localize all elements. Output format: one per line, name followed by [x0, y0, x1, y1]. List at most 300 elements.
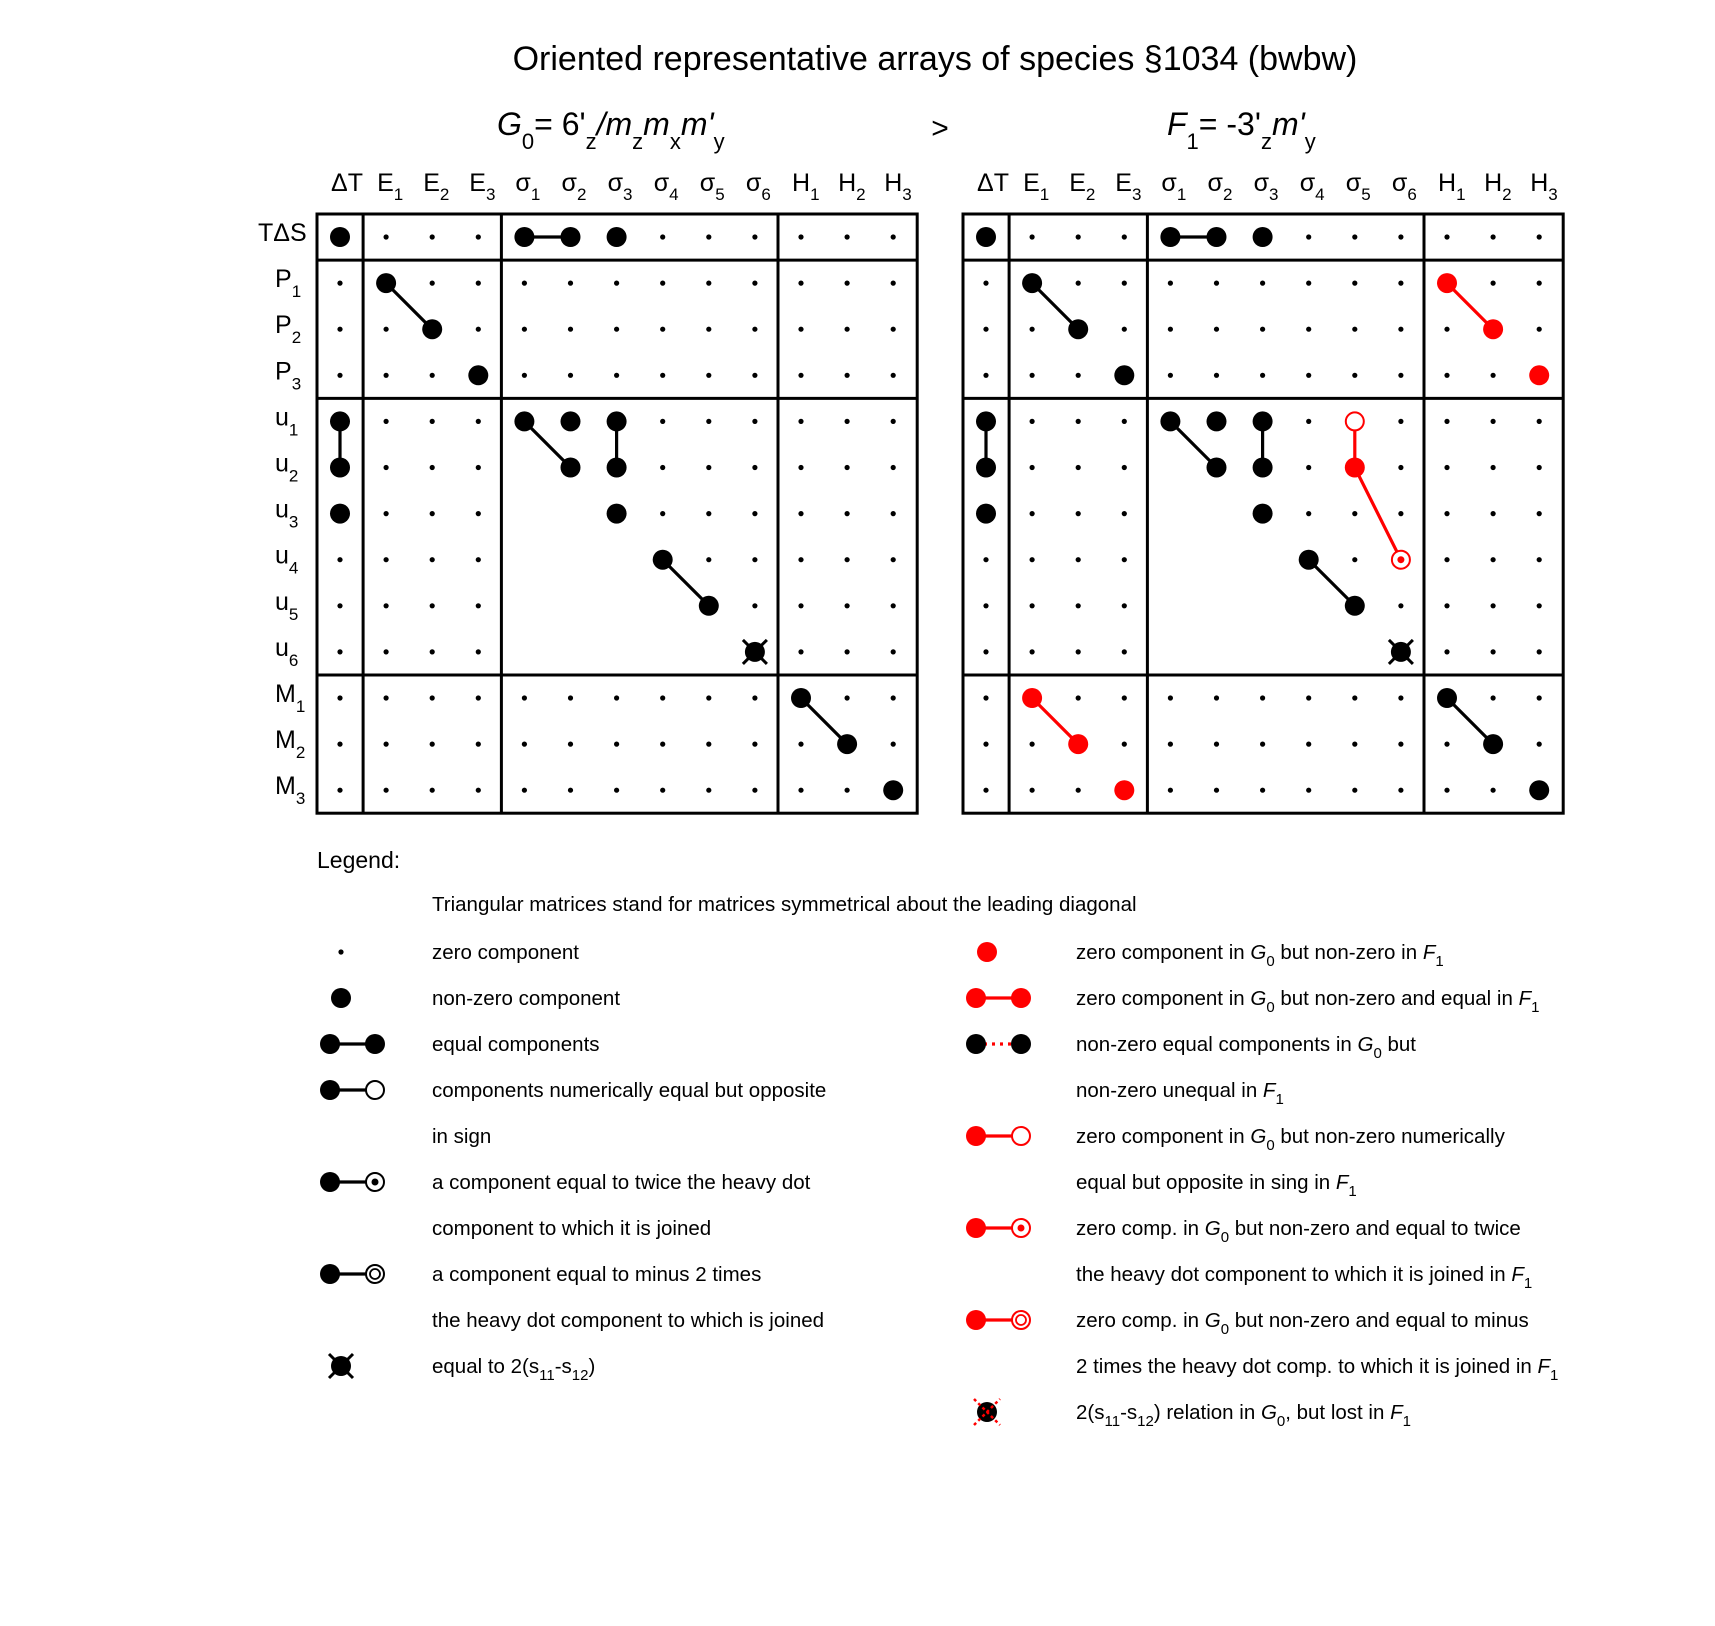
- column-header-subscript: 2: [576, 185, 587, 204]
- column-header-symbol: σ: [607, 169, 624, 197]
- zero-component-dot: [568, 788, 573, 793]
- legend-text-part: G: [1250, 941, 1267, 964]
- row-label-subscript: 1: [291, 282, 302, 302]
- column-header-symbol: σ: [1299, 169, 1316, 197]
- legend-text-part: components numerically equal but opposite: [432, 1079, 827, 1102]
- new-non-zero-component-dot: [1022, 688, 1042, 708]
- non-zero-component-dot: [1529, 780, 1549, 800]
- legend-text-part: in sign: [432, 1125, 492, 1148]
- zero-component-dot: [430, 603, 435, 608]
- legend-heavy-dot: [966, 1034, 986, 1054]
- column-header: [1069, 169, 1095, 204]
- zero-component-dot: [476, 603, 481, 608]
- zero-component-dot: [1306, 742, 1311, 747]
- zero-component-dot: [752, 603, 757, 608]
- column-header-symbol: E: [469, 169, 486, 197]
- zero-component-dot: [614, 281, 619, 286]
- legend-text-part: F: [1335, 1171, 1349, 1194]
- column-header: [1208, 169, 1233, 204]
- zero-component-dot: [430, 281, 435, 286]
- legend-text-part: F: [1422, 941, 1436, 964]
- row-label-subscript: 6: [288, 650, 299, 670]
- column-header-symbol: σ: [699, 169, 716, 197]
- zero-component-dot: [1444, 234, 1449, 239]
- column-header: [838, 169, 866, 204]
- non-zero-component-dot: [1207, 227, 1227, 247]
- non-zero-component-dot: [514, 411, 534, 431]
- formula-subscript: y: [1304, 129, 1316, 154]
- zero-component-dot: [1352, 742, 1357, 747]
- zero-component-dot: [983, 649, 988, 654]
- zero-component-dot: [476, 327, 481, 332]
- zero-component-dot: [1030, 788, 1035, 793]
- zero-component-dot: [891, 327, 896, 332]
- column-header-subscript: 1: [1039, 185, 1050, 204]
- zero-component-dot: [1168, 281, 1173, 286]
- zero-component-dot: [568, 695, 573, 700]
- row-label-symbol: u: [275, 587, 289, 616]
- non-zero-component-dot: [653, 550, 673, 570]
- legend-text-part: G: [1250, 987, 1267, 1010]
- formula-part: = -3': [1198, 106, 1261, 142]
- zero-component-dot: [752, 465, 757, 470]
- zero-component-dot: [337, 788, 342, 793]
- column-header: [1161, 169, 1186, 204]
- zero-component-dot: [1398, 419, 1403, 424]
- zero-component-dot: [706, 281, 711, 286]
- legend-heavy-dot: [320, 1264, 340, 1284]
- legend-text-part: the heavy dot component to which is joined: [432, 1309, 825, 1332]
- zero-component-dot: [337, 603, 342, 608]
- legend-text-part: G: [1357, 1033, 1374, 1056]
- group-title-g0: [497, 106, 725, 154]
- zero-component-dot: [476, 465, 481, 470]
- column-header: [1023, 169, 1049, 204]
- zero-component-dot: [706, 327, 711, 332]
- matrix-g0: [258, 169, 917, 813]
- zero-component-dot: [384, 373, 389, 378]
- zero-component-dot: [891, 557, 896, 562]
- zero-component-dot: [660, 465, 665, 470]
- zero-component-dot: [845, 465, 850, 470]
- legend-heavy-dot: [966, 1126, 986, 1146]
- legend-text-part: non-zero equal components in: [1076, 1033, 1358, 1056]
- zero-component-dot: [384, 695, 389, 700]
- legend-item-text: [1076, 1217, 1521, 1246]
- zero-component-dot: [1491, 557, 1496, 562]
- zero-component-dot: [337, 327, 342, 332]
- column-header-subscript: 2: [1502, 185, 1512, 204]
- row-label: [275, 634, 298, 670]
- column-header-symbol: σ: [515, 169, 531, 197]
- zero-component-dot: [845, 603, 850, 608]
- zero-component-dot: [1030, 649, 1035, 654]
- formula-subscript: z: [585, 129, 597, 154]
- legend-subscript: 0: [1373, 1045, 1382, 1062]
- row-label-symbol: P: [275, 265, 292, 294]
- legend-text-part: zero component: [432, 941, 580, 964]
- column-header: [884, 169, 912, 204]
- zero-component-dot: [1352, 373, 1357, 378]
- legend-joined-dot: [1011, 988, 1031, 1008]
- zero-component-dot: [1168, 695, 1173, 700]
- formula-part: m': [1271, 106, 1305, 142]
- legend-item-text: [432, 1309, 824, 1332]
- column-header-subscript: 3: [1131, 185, 1142, 204]
- formula-subscript: z: [1260, 129, 1272, 154]
- legend-text-part: 2(s: [1076, 1401, 1105, 1424]
- zero-component-dot: [1260, 742, 1265, 747]
- legend-joined-dot: [1011, 1034, 1031, 1054]
- column-header-symbol: E: [1069, 169, 1086, 197]
- column-header-symbol: E: [377, 169, 394, 197]
- zero-component-dot: [1537, 511, 1542, 516]
- zero-component-dot: [1491, 603, 1496, 608]
- zero-component-dot: [1122, 649, 1127, 654]
- column-header: [1392, 169, 1417, 204]
- zero-component-dot: [798, 511, 803, 516]
- zero-component-dot: [983, 788, 988, 793]
- zero-component-dot: [1076, 511, 1081, 516]
- non-zero-component-dot: [976, 504, 996, 524]
- legend-subscript: 1: [1523, 1275, 1533, 1292]
- non-zero-component-dot: [376, 273, 396, 293]
- legend-item-text: [432, 987, 620, 1010]
- group-symbol-subscript: 0: [521, 129, 535, 154]
- zero-component-dot: [660, 742, 665, 747]
- zero-component-dot: [798, 557, 803, 562]
- zero-component-dot: [845, 234, 850, 239]
- legend-text-part: the heavy dot component to which it is joined in: [1076, 1263, 1512, 1286]
- legend-item-text: [1076, 1171, 1357, 1200]
- legend-subscript: 12: [1137, 1413, 1154, 1430]
- column-header: [654, 169, 679, 204]
- zero-component-dot: [476, 695, 481, 700]
- legend-subscript: 0: [1220, 1321, 1230, 1338]
- formula-subscript: y: [713, 129, 725, 154]
- non-zero-component-dot: [1160, 411, 1180, 431]
- zero-component-dot: [1030, 511, 1035, 516]
- column-header-subscript: 1: [1456, 185, 1466, 204]
- column-header-subscript: 5: [715, 185, 725, 204]
- zero-component-dot: [660, 788, 665, 793]
- column-header-subscript: 1: [530, 185, 541, 204]
- row-label: [275, 357, 301, 393]
- zero-component-dot: [1122, 234, 1127, 239]
- non-zero-component-dot: [1068, 319, 1088, 339]
- column-header: [1300, 169, 1325, 204]
- non-zero-component-dot: [1253, 411, 1273, 431]
- column-header: [515, 169, 540, 204]
- zero-component-dot: [1352, 281, 1357, 286]
- column-header-subscript: 3: [485, 185, 496, 204]
- legend-subscript: 11: [539, 1367, 555, 1384]
- zero-component-dot: [1444, 373, 1449, 378]
- legend-open-dot: [1012, 1311, 1030, 1329]
- zero-component-dot: [752, 327, 757, 332]
- zero-component-dot: [1214, 373, 1219, 378]
- zero-component-dot: [568, 373, 573, 378]
- zero-component-dot: [983, 327, 988, 332]
- zero-component-dot: [752, 511, 757, 516]
- zero-component-dot: [1030, 373, 1035, 378]
- zero-component-dot: [1491, 788, 1496, 793]
- column-header-symbol: H: [838, 169, 857, 197]
- legend-subscript: 0: [1276, 1413, 1286, 1430]
- legend-heavy-dot: [320, 1080, 340, 1100]
- zero-component-dot: [1168, 373, 1173, 378]
- zero-component-dot: [1537, 281, 1542, 286]
- zero-component-dot: [1122, 603, 1127, 608]
- zero-component-dot: [384, 419, 389, 424]
- zero-component-dot: [1537, 465, 1542, 470]
- legend-text-part: component to which it is joined: [432, 1217, 712, 1240]
- zero-component-dot: [1214, 742, 1219, 747]
- column-header-symbol: ΔT: [331, 169, 363, 197]
- zero-component-dot: [1306, 695, 1311, 700]
- zero-component-dot: [845, 327, 850, 332]
- non-zero-component-dot: [1022, 273, 1042, 293]
- zero-component-dot: [706, 419, 711, 424]
- zero-component-dot: [706, 742, 711, 747]
- zero-component-dot: [1306, 281, 1311, 286]
- legend-text-part: but non-zero and equal to minus: [1229, 1309, 1529, 1332]
- legend-text-part: F: [1518, 987, 1532, 1010]
- zero-component-dot: [1352, 327, 1357, 332]
- zero-component-dot: [660, 281, 665, 286]
- column-header-subscript: 1: [393, 185, 404, 204]
- column-header-symbol: σ: [653, 169, 670, 197]
- zero-component-dot: [384, 327, 389, 332]
- non-zero-component-dot: [976, 227, 996, 247]
- column-header: [331, 169, 363, 197]
- legend-item-text: [432, 1171, 811, 1194]
- zero-component-dot: [430, 557, 435, 562]
- zero-component-dot: [660, 327, 665, 332]
- zero-component-dot: [1491, 373, 1496, 378]
- zero-component-dot: [1491, 281, 1496, 286]
- row-label-subscript: 3: [288, 512, 299, 532]
- legend-text-part: zero component in: [1076, 941, 1251, 964]
- non-zero-component-dot: [330, 227, 350, 247]
- zero-component-dot: [1122, 511, 1127, 516]
- non-zero-component-dot: [330, 504, 350, 524]
- zero-component-dot: [1352, 788, 1357, 793]
- zero-component-dot: [384, 234, 389, 239]
- legend-text-part: ) relation in: [1153, 1401, 1261, 1424]
- group-symbol: F: [1167, 106, 1187, 142]
- non-zero-component-dot: [468, 365, 488, 385]
- zero-component-dot: [384, 742, 389, 747]
- zero-component-dot: [752, 695, 757, 700]
- zero-component-dot: [1214, 281, 1219, 286]
- legend-item-text: [1076, 941, 1444, 970]
- zero-component-dot: [1122, 465, 1127, 470]
- non-zero-component-dot: [561, 227, 581, 247]
- zero-component-dot: [1214, 327, 1219, 332]
- zero-component-dot: [522, 788, 527, 793]
- zero-component-dot: [1030, 327, 1035, 332]
- legend-joined-dot: [365, 1034, 385, 1054]
- non-zero-component-dot: [1207, 458, 1227, 478]
- zero-component-dot: [891, 419, 896, 424]
- column-header: [977, 169, 1009, 197]
- zero-component-dot: [845, 788, 850, 793]
- zero-component-dot: [1306, 465, 1311, 470]
- legend-item-text: [432, 1125, 491, 1148]
- zero-component-dot: [1491, 695, 1496, 700]
- formula-part: m': [680, 106, 714, 142]
- column-header-symbol: E: [1115, 169, 1132, 197]
- zero-component-dot: [752, 373, 757, 378]
- zero-component-dot: [1352, 234, 1357, 239]
- row-label: [275, 311, 301, 347]
- legend-text-part: a component equal to twice the heavy dot: [432, 1171, 811, 1194]
- zero-component-dot: [891, 234, 896, 239]
- non-zero-component-dot: [561, 458, 581, 478]
- column-header-subscript: 1: [810, 185, 820, 204]
- non-zero-component-dot: [699, 596, 719, 616]
- zero-component-dot: [384, 465, 389, 470]
- row-label: [275, 450, 298, 486]
- column-header-symbol: H: [1438, 169, 1457, 197]
- zero-component-dot: [1491, 465, 1496, 470]
- legend-item-text: [1076, 1355, 1558, 1384]
- column-header: [1346, 169, 1371, 204]
- zero-component-dot: [891, 649, 896, 654]
- legend-small-dot: [338, 949, 343, 954]
- legend-text-part: non-zero component: [432, 987, 621, 1010]
- row-label-subscript: 5: [288, 604, 299, 624]
- non-zero-component-dot: [330, 411, 350, 431]
- zero-component-dot: [430, 742, 435, 747]
- zero-component-dot: [1030, 742, 1035, 747]
- legend-text-part: zero comp. in: [1076, 1217, 1205, 1240]
- column-header-subscript: 3: [902, 185, 912, 204]
- zero-component-dot: [1491, 234, 1496, 239]
- non-zero-component-dot: [883, 780, 903, 800]
- new-non-zero-component-dot: [1529, 365, 1549, 385]
- row-label: [258, 219, 307, 247]
- legend-text-part: F: [1511, 1263, 1524, 1286]
- row-label-symbol: u: [275, 541, 289, 570]
- legend-note: Triangular matrices stand for matrices symmetrical about the leading diagonal: [432, 893, 1137, 916]
- zero-component-dot: [522, 373, 527, 378]
- zero-component-dot: [660, 373, 665, 378]
- non-zero-component-dot: [1437, 688, 1457, 708]
- legend-item-text: [1076, 1401, 1411, 1430]
- legend-item-text: [1076, 1309, 1529, 1338]
- zero-component-dot: [1352, 695, 1357, 700]
- legend-text-part: F: [1390, 1401, 1403, 1424]
- zero-component-dot: [845, 695, 850, 700]
- zero-component-dot: [430, 649, 435, 654]
- zero-component-dot: [1260, 373, 1265, 378]
- zero-component-dot: [798, 419, 803, 424]
- legend-subscript: 0: [1266, 1137, 1275, 1154]
- zero-component-dot: [430, 511, 435, 516]
- zero-component-dot: [891, 373, 896, 378]
- zero-component-dot: [1260, 281, 1265, 286]
- legend-text-part: 2 times the heavy dot comp. to which it is joined in: [1076, 1355, 1538, 1378]
- row-label-symbol: u: [275, 449, 289, 478]
- row-label-symbol: TΔS: [258, 219, 307, 247]
- zero-component-dot: [752, 234, 757, 239]
- zero-component-dot: [1260, 327, 1265, 332]
- zero-component-dot: [1076, 234, 1081, 239]
- row-label-subscript: 3: [291, 374, 302, 394]
- zero-component-dot: [1444, 557, 1449, 562]
- zero-component-dot: [1168, 788, 1173, 793]
- zero-component-dot: [1260, 695, 1265, 700]
- row-label-symbol: P: [275, 311, 292, 340]
- legend-subscript: 11: [1104, 1413, 1121, 1430]
- row-label-symbol: u: [275, 633, 289, 662]
- legend-text-part: but non-zero in: [1274, 941, 1423, 964]
- zero-component-dot: [522, 742, 527, 747]
- legend-item-text: [1076, 1033, 1416, 1062]
- zero-component-dot: [798, 742, 803, 747]
- zero-component-dot: [1076, 557, 1081, 562]
- zero-component-dot: [430, 465, 435, 470]
- legend-subscript: 1: [1550, 1367, 1559, 1384]
- non-zero-component-dot: [791, 688, 811, 708]
- row-label-symbol: u: [275, 403, 289, 432]
- column-header: [423, 169, 449, 204]
- column-header: [1115, 169, 1141, 204]
- legend-subscript: 1: [1402, 1413, 1411, 1430]
- zero-component-dot: [476, 788, 481, 793]
- zero-component-dot: [891, 465, 896, 470]
- row-label-symbol: M: [275, 726, 296, 755]
- column-header-subscript: 2: [1085, 185, 1096, 204]
- new-non-zero-component-dot: [1483, 319, 1503, 339]
- zero-component-dot: [1444, 742, 1449, 747]
- zero-component-dot: [983, 742, 988, 747]
- column-header: [746, 169, 771, 204]
- formula-subscript: z: [632, 129, 644, 154]
- zero-component-dot: [614, 695, 619, 700]
- row-label-subscript: 1: [288, 420, 299, 440]
- column-header-symbol: σ: [1207, 169, 1223, 197]
- zero-component-dot: [337, 695, 342, 700]
- zero-component-dot: [660, 695, 665, 700]
- zero-component-dot: [430, 419, 435, 424]
- matrix-f1: [963, 169, 1563, 813]
- zero-component-dot: [798, 603, 803, 608]
- zero-component-dot: [798, 373, 803, 378]
- legend: [317, 847, 1558, 1430]
- column-header-subscript: 4: [1315, 185, 1325, 204]
- comparison-symbol: >: [931, 112, 949, 145]
- formula-part: /m: [596, 106, 633, 142]
- zero-component-dot: [752, 281, 757, 286]
- zero-component-dot: [1398, 742, 1403, 747]
- zero-component-dot: [798, 281, 803, 286]
- row-label: [275, 496, 298, 532]
- non-zero-component-dot: [1160, 227, 1180, 247]
- legend-heavy-dot: [966, 1218, 986, 1238]
- non-zero-component-dot: [1299, 550, 1319, 570]
- row-label-subscript: 1: [295, 697, 306, 716]
- legend-text-part: F: [1537, 1355, 1551, 1378]
- zero-component-dot: [476, 281, 481, 286]
- group-title-f1: [1167, 106, 1316, 154]
- zero-component-dot: [1444, 511, 1449, 516]
- non-zero-component-dot: [1345, 596, 1365, 616]
- legend-open-dot: [366, 1081, 384, 1099]
- legend-subscript: 0: [1266, 953, 1275, 970]
